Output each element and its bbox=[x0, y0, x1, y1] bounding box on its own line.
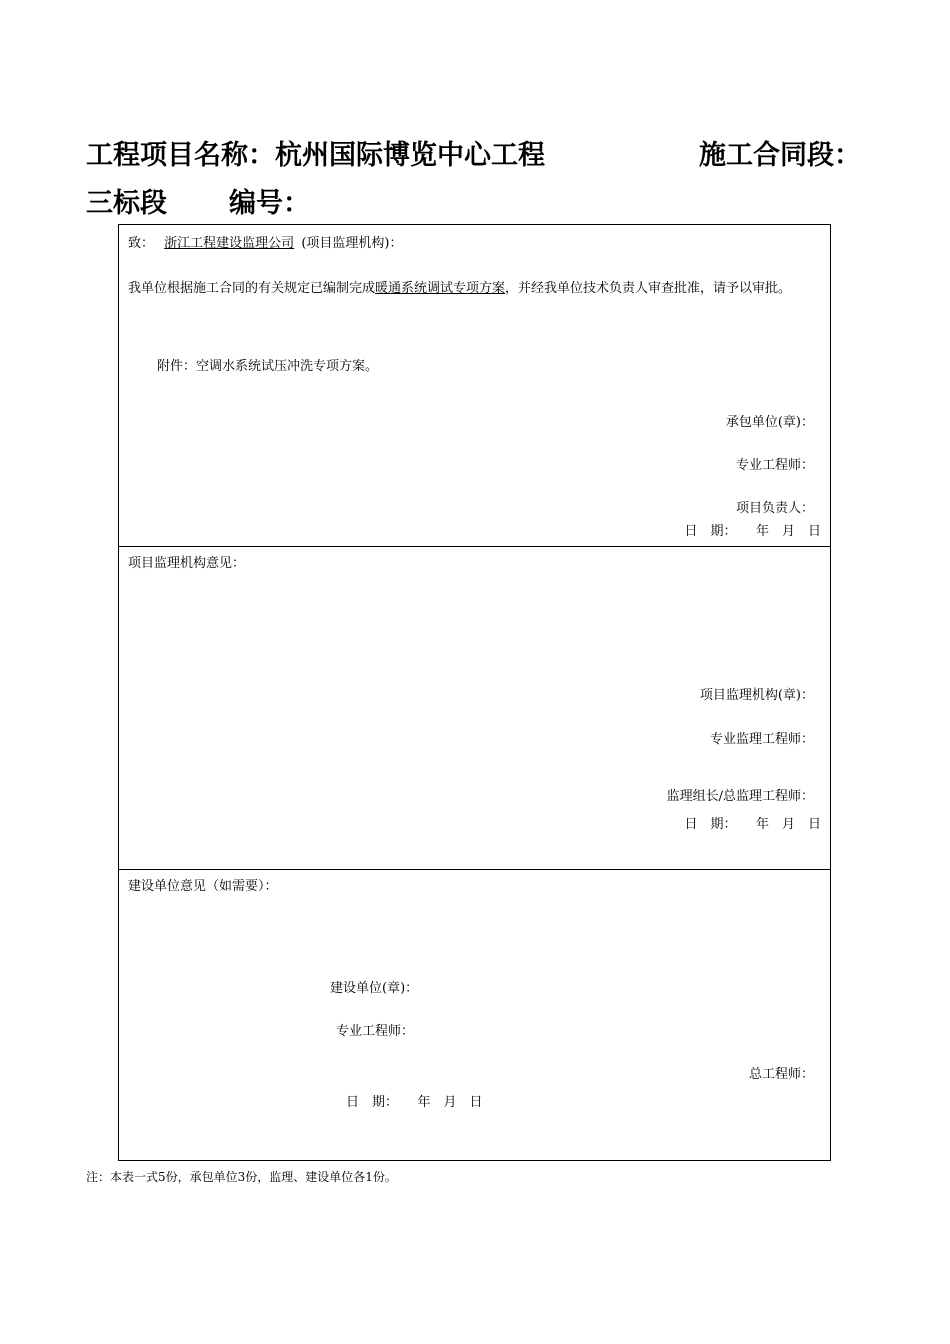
body-pre: 我单位根据施工合同的有关规定已编制完成 bbox=[128, 281, 376, 296]
to-label: 致： bbox=[128, 236, 155, 251]
contractor-engineer-label: 专业工程师： bbox=[735, 458, 814, 473]
supervision-section bbox=[119, 546, 830, 870]
body-post: ，并经我单位技术负责人审查批准，请予以审批。 bbox=[505, 281, 792, 296]
supervision-seal-label: 项目监理机构(章)： bbox=[699, 688, 814, 703]
owner-section bbox=[119, 869, 830, 1161]
project-name: 工程项目名称：杭州国际博览中心工程 bbox=[86, 140, 545, 171]
chief-supervisor-label: 监理组长/总监理工程师： bbox=[666, 789, 814, 804]
code-label: 编号： bbox=[229, 188, 310, 219]
recipient-suffix: (项目监理机构)： bbox=[301, 236, 403, 251]
footer-note: 注：本表一式5份，承包单位3份，监理、建设单位各1份。 bbox=[86, 1170, 397, 1184]
recipient-line bbox=[128, 236, 402, 252]
supervision-heading: 项目监理机构意见： bbox=[128, 556, 246, 571]
submission-paragraph bbox=[128, 276, 824, 301]
contractor-date: 日 期： 年 月 日 bbox=[684, 524, 821, 539]
owner-heading: 建设单位意见（如需要）： bbox=[128, 879, 278, 894]
recipient-company: 浙江工程建设监理公司 bbox=[164, 236, 295, 251]
owner-date: 日 期： 年 月 日 bbox=[346, 1095, 483, 1110]
contractor-section bbox=[119, 225, 830, 547]
contract-section-label: 施工合同段： bbox=[699, 140, 861, 171]
section-value: 三标段 bbox=[86, 188, 167, 219]
title-line-1 bbox=[86, 133, 861, 172]
plan-name: 暖通系统调试专项方案 bbox=[375, 281, 506, 296]
supervision-engineer-label: 专业监理工程师： bbox=[709, 732, 814, 747]
owner-seal-label: 建设单位(章)： bbox=[330, 981, 419, 996]
approval-form bbox=[118, 224, 831, 1161]
owner-chief-engineer-label: 总工程师： bbox=[748, 1067, 814, 1082]
project-manager-label: 项目负责人： bbox=[735, 501, 814, 516]
title-line-2 bbox=[86, 181, 310, 220]
supervision-date: 日 期： 年 月 日 bbox=[684, 817, 821, 832]
owner-engineer-label: 专业工程师： bbox=[336, 1024, 415, 1039]
contractor-seal-label: 承包单位(章)： bbox=[725, 415, 814, 430]
attachment-line: 附件：空调水系统试压冲洗专项方案。 bbox=[157, 359, 379, 374]
